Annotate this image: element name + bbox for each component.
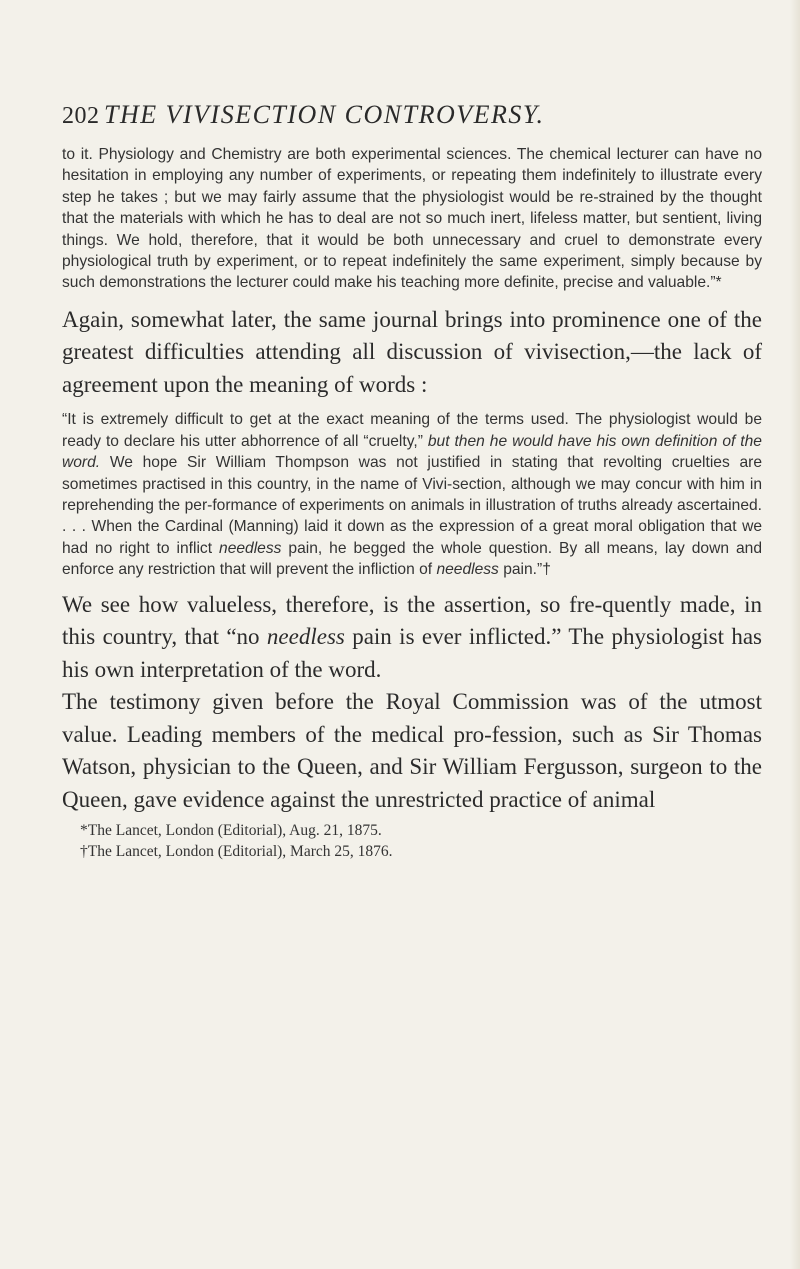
page-number: 202 (62, 103, 100, 129)
quote2-part-c: pain, he begged the whole question. By all means, lay down and enforce any restriction that will prevent the infliction of (62, 539, 762, 579)
body-paragraph-1: Again, somewhat later, the same journal brings into prominence one of the greatest difficulties attending all discussion of vivisection,—the lack of agreement upon the meaning of words : (62, 306, 762, 397)
quote2-part-a: “It is extremely difficult to get at the exact meaning of the terms used. The physiologist would be ready to declare his utter abhorrence of all “cruelty,” (62, 411, 762, 450)
running-title: THE VIVISECTION CONTROVERSY. (104, 100, 545, 129)
body2-part-a: We see how valueless, therefore, is the assertion, so fre-quently made, in this country, that “no (62, 591, 762, 650)
quote2-italic: but then he would have his own definition of the word. (62, 432, 762, 472)
quote2-part-b: We hope Sir William Thompson was not justified in stating that revolting cruelties are sometimes practised in this country, in the name of Vivi-section, although we may concur with him in reprehending the per-formance of experiments on animals in illustration of truths already ascertained. . . . When the Cardinal (Manning) laid it down as the expression of a great moral obligation that we had no right to inflict (62, 454, 762, 557)
quote2-part-d: pain.”† (498, 561, 551, 579)
body-paragraph-3: The testimony given before the Royal Commission was of the utmost value. Leading members of the medical pro-fession, such as Sir Thomas Watson, physician to the Queen, and Sir William Fergusson, surgeon to the Queen, gave evidence against the unrestricted practice of animal (62, 689, 762, 812)
page-edge-shadow (790, 0, 800, 1269)
footnote-1: *The Lancet, London (Editorial), Aug. 21, 1875. (80, 822, 382, 840)
quote2-needless-1: needless (219, 539, 282, 557)
quote-paragraph-2 (62, 409, 762, 580)
quote2-needless-2: needless (436, 561, 499, 579)
body2-needless: needless (266, 624, 345, 650)
running-head (62, 100, 762, 130)
body2-part-b: pain is ever inflicted.” The physiologist has his own interpretation of the word. (62, 624, 762, 682)
book-page (62, 100, 762, 862)
footnotes (62, 820, 762, 862)
quote-paragraph-1: to it. Physiology and Chemistry are both experimental sciences. The chemical lecturer can have no hesitation in employing any number of experiments, or repeating them indefinitely to illustrate every step he takes ; but we may fairly assume that the physiologist would be re-strained by the thought that the materials with which he has to deal are not so much inert, lifeless matter, but sentient, living things. We hold, therefore, that it would be both unnecessary and cruel to demonstrate every physiological truth by experiment, or to repeat indefinitely the same experiment, simply because by such demonstrations the lecturer could make his teaching more definite, precise and valuable.”* (62, 146, 762, 292)
body-paragraph-2 (62, 589, 762, 687)
footnote-2: †The Lancet, London (Editorial), March 25, 1876. (80, 843, 393, 861)
